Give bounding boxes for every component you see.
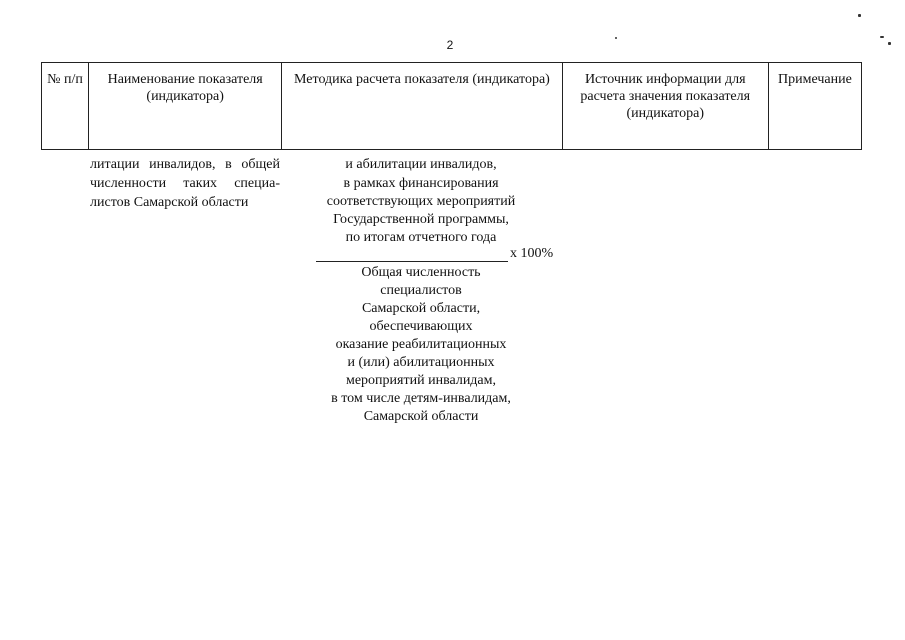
numerator-line: по итогам отчетного года [345, 230, 497, 245]
page-number: 2 [446, 38, 454, 52]
numerator-line: и абилитации инвалидов, [345, 157, 497, 172]
denominator-line: обеспечивающих [369, 319, 473, 334]
numerator-line: Государственной программы, [333, 212, 509, 227]
header-indicator-name: Наименование показателя (индикатора) [89, 63, 282, 150]
numerator-line: соответствующих мероприятий [326, 194, 516, 209]
indicator-name-line: литации инвалидов, в общей [90, 157, 280, 172]
header-calculation-method: Методика расчета показателя (индикатора) [282, 63, 562, 150]
denominator-line: Самарской области [363, 409, 479, 424]
scan-speck [880, 36, 884, 38]
scan-speck [888, 42, 891, 45]
denominator-line: специалистов [380, 283, 462, 298]
denominator-line: мероприятий инвалидам, [345, 373, 497, 388]
indicator-table-header [41, 62, 862, 150]
scan-speck [858, 14, 861, 17]
fraction-bar [316, 261, 508, 262]
denominator-line: и (или) абилитационных [347, 355, 495, 370]
header-number: № п/п [42, 63, 89, 150]
header-note: Примечание [768, 63, 861, 150]
scan-speck [615, 37, 617, 39]
denominator-line: оказание реабилитационных [335, 337, 507, 352]
indicator-name-line: численности таких специа- [90, 176, 280, 191]
denominator-line: Общая численность [361, 265, 481, 280]
multiplier: x 100% [510, 246, 554, 261]
indicator-name-cell [90, 155, 280, 212]
denominator-line: в том числе детям-инвалидам, [331, 391, 511, 406]
header-information-source: Источник информации для расчета значения показателя (индикатора) [562, 63, 768, 150]
numerator-line: в рамках финансирования [343, 176, 499, 191]
denominator-line: Самарской области, [361, 301, 481, 316]
indicator-name-line: листов Самарской области [90, 195, 249, 210]
table-header-row [42, 63, 862, 150]
